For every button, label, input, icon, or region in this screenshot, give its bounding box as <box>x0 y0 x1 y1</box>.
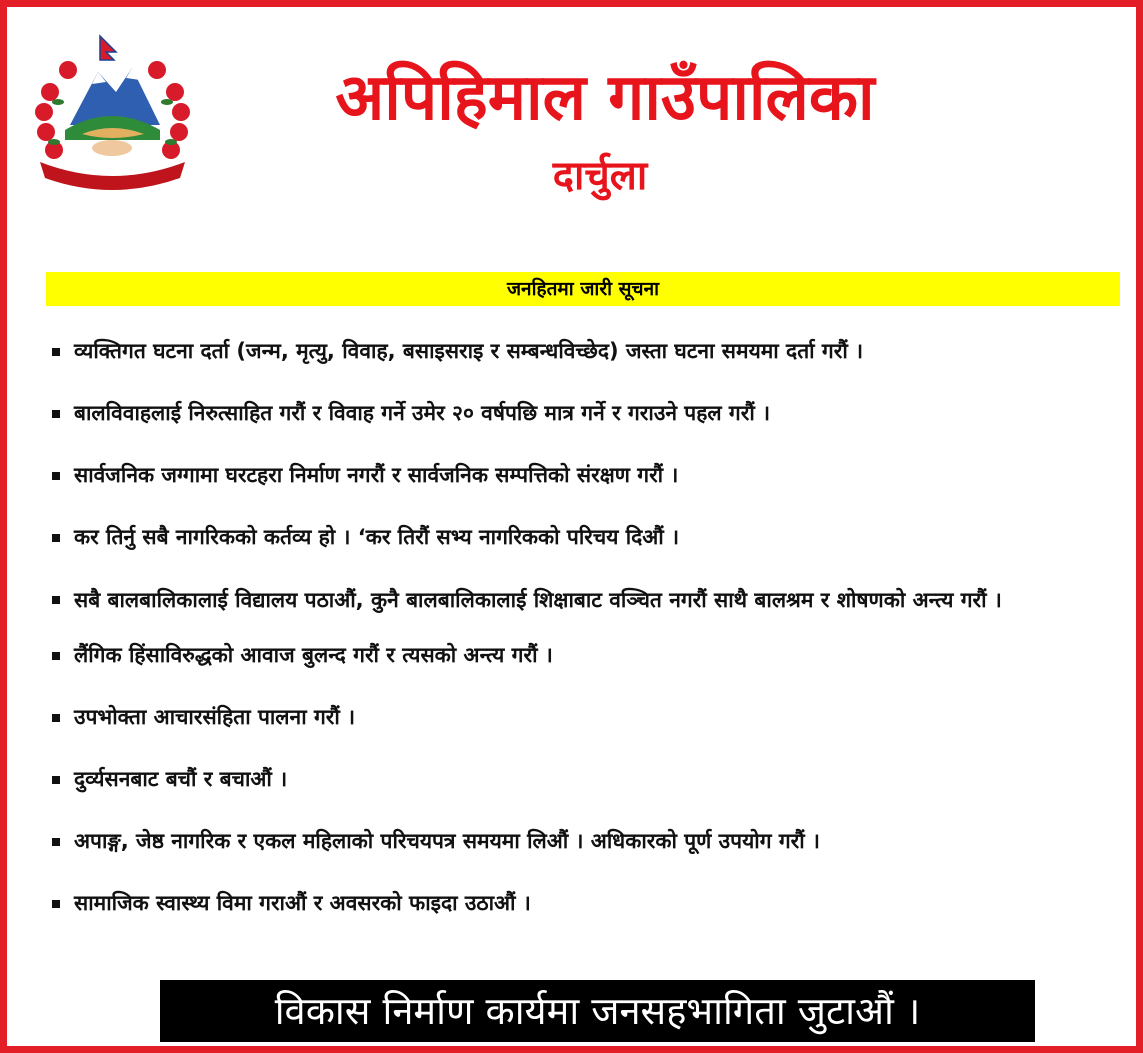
bullet-icon <box>52 652 60 660</box>
notice-list <box>52 336 1124 950</box>
nepal-emblem-icon <box>20 30 205 190</box>
list-item: उपभोक्ता आचारसंहिता पालना गरौं । <box>52 702 1124 732</box>
bullet-icon <box>52 900 60 908</box>
list-item: सामाजिक स्वास्थ्य विमा गराऔं र अवसरको फाइदा उठाऔं । <box>52 888 1124 918</box>
list-item: सबै बालबालिकालाई विद्यालय पठाऔं, कुनै बालबालिकालाई शिक्षाबाट वञ्चित नगरौं साथै बालश्रम र शोषणको अन्त्य गरौं । <box>52 584 1124 616</box>
list-item: अपाङ्ग, जेष्ठ नागरिक र एकल महिलाको परिचयपत्र समयमा लिऔं । अधिकारको पूर्ण उपयोग गरौं । <box>52 826 1124 856</box>
bullet-icon <box>52 534 60 542</box>
bullet-icon <box>52 348 60 356</box>
list-item: व्यक्तिगत घटना दर्ता (जन्म, मृत्यु, विवाह, बसाइसराइ र सम्बन्धविच्छेद) जस्ता घटना समयमा दर्ता गरौं । <box>52 336 1124 366</box>
notice-heading: जनहितमा जारी सूचना <box>46 272 1120 306</box>
bullet-icon <box>52 838 60 846</box>
bullet-icon <box>52 776 60 784</box>
slogan-banner: विकास निर्माण कार्यमा जनसहभागिता जुटाऔं । <box>160 980 1035 1042</box>
bullet-icon <box>52 410 60 418</box>
bullet-icon <box>52 714 60 722</box>
list-item: सार्वजनिक जग्गामा घरटहरा निर्माण नगरौं र सार्वजनिक सम्पत्तिको संरक्षण गरौं । <box>52 460 1124 490</box>
list-item: कर तिर्नु सबै नागरिकको कर्तव्य हो । ‘कर तिरौं सभ्य नागरिकको परिचय दिऔं । <box>52 522 1124 552</box>
list-item: लैंगिक हिंसाविरुद्धको आवाज बुलन्द गरौं र त्यसको अन्त्य गरौं । <box>52 640 1124 670</box>
page-subtitle: दार्चुला <box>552 153 648 199</box>
bullet-icon <box>52 596 60 604</box>
bullet-icon <box>52 472 60 480</box>
list-item: बालविवाहलाई निरुत्साहित गरौं र विवाह गर्ने उमेर २० वर्षपछि मात्र गर्ने र गराउने पहल गरौं । <box>52 398 1124 428</box>
page-title: अपिहिमाल गाउँपालिका <box>335 61 875 135</box>
list-item: दुर्व्यसनबाट बचौं र बचाऔं । <box>52 764 1124 794</box>
